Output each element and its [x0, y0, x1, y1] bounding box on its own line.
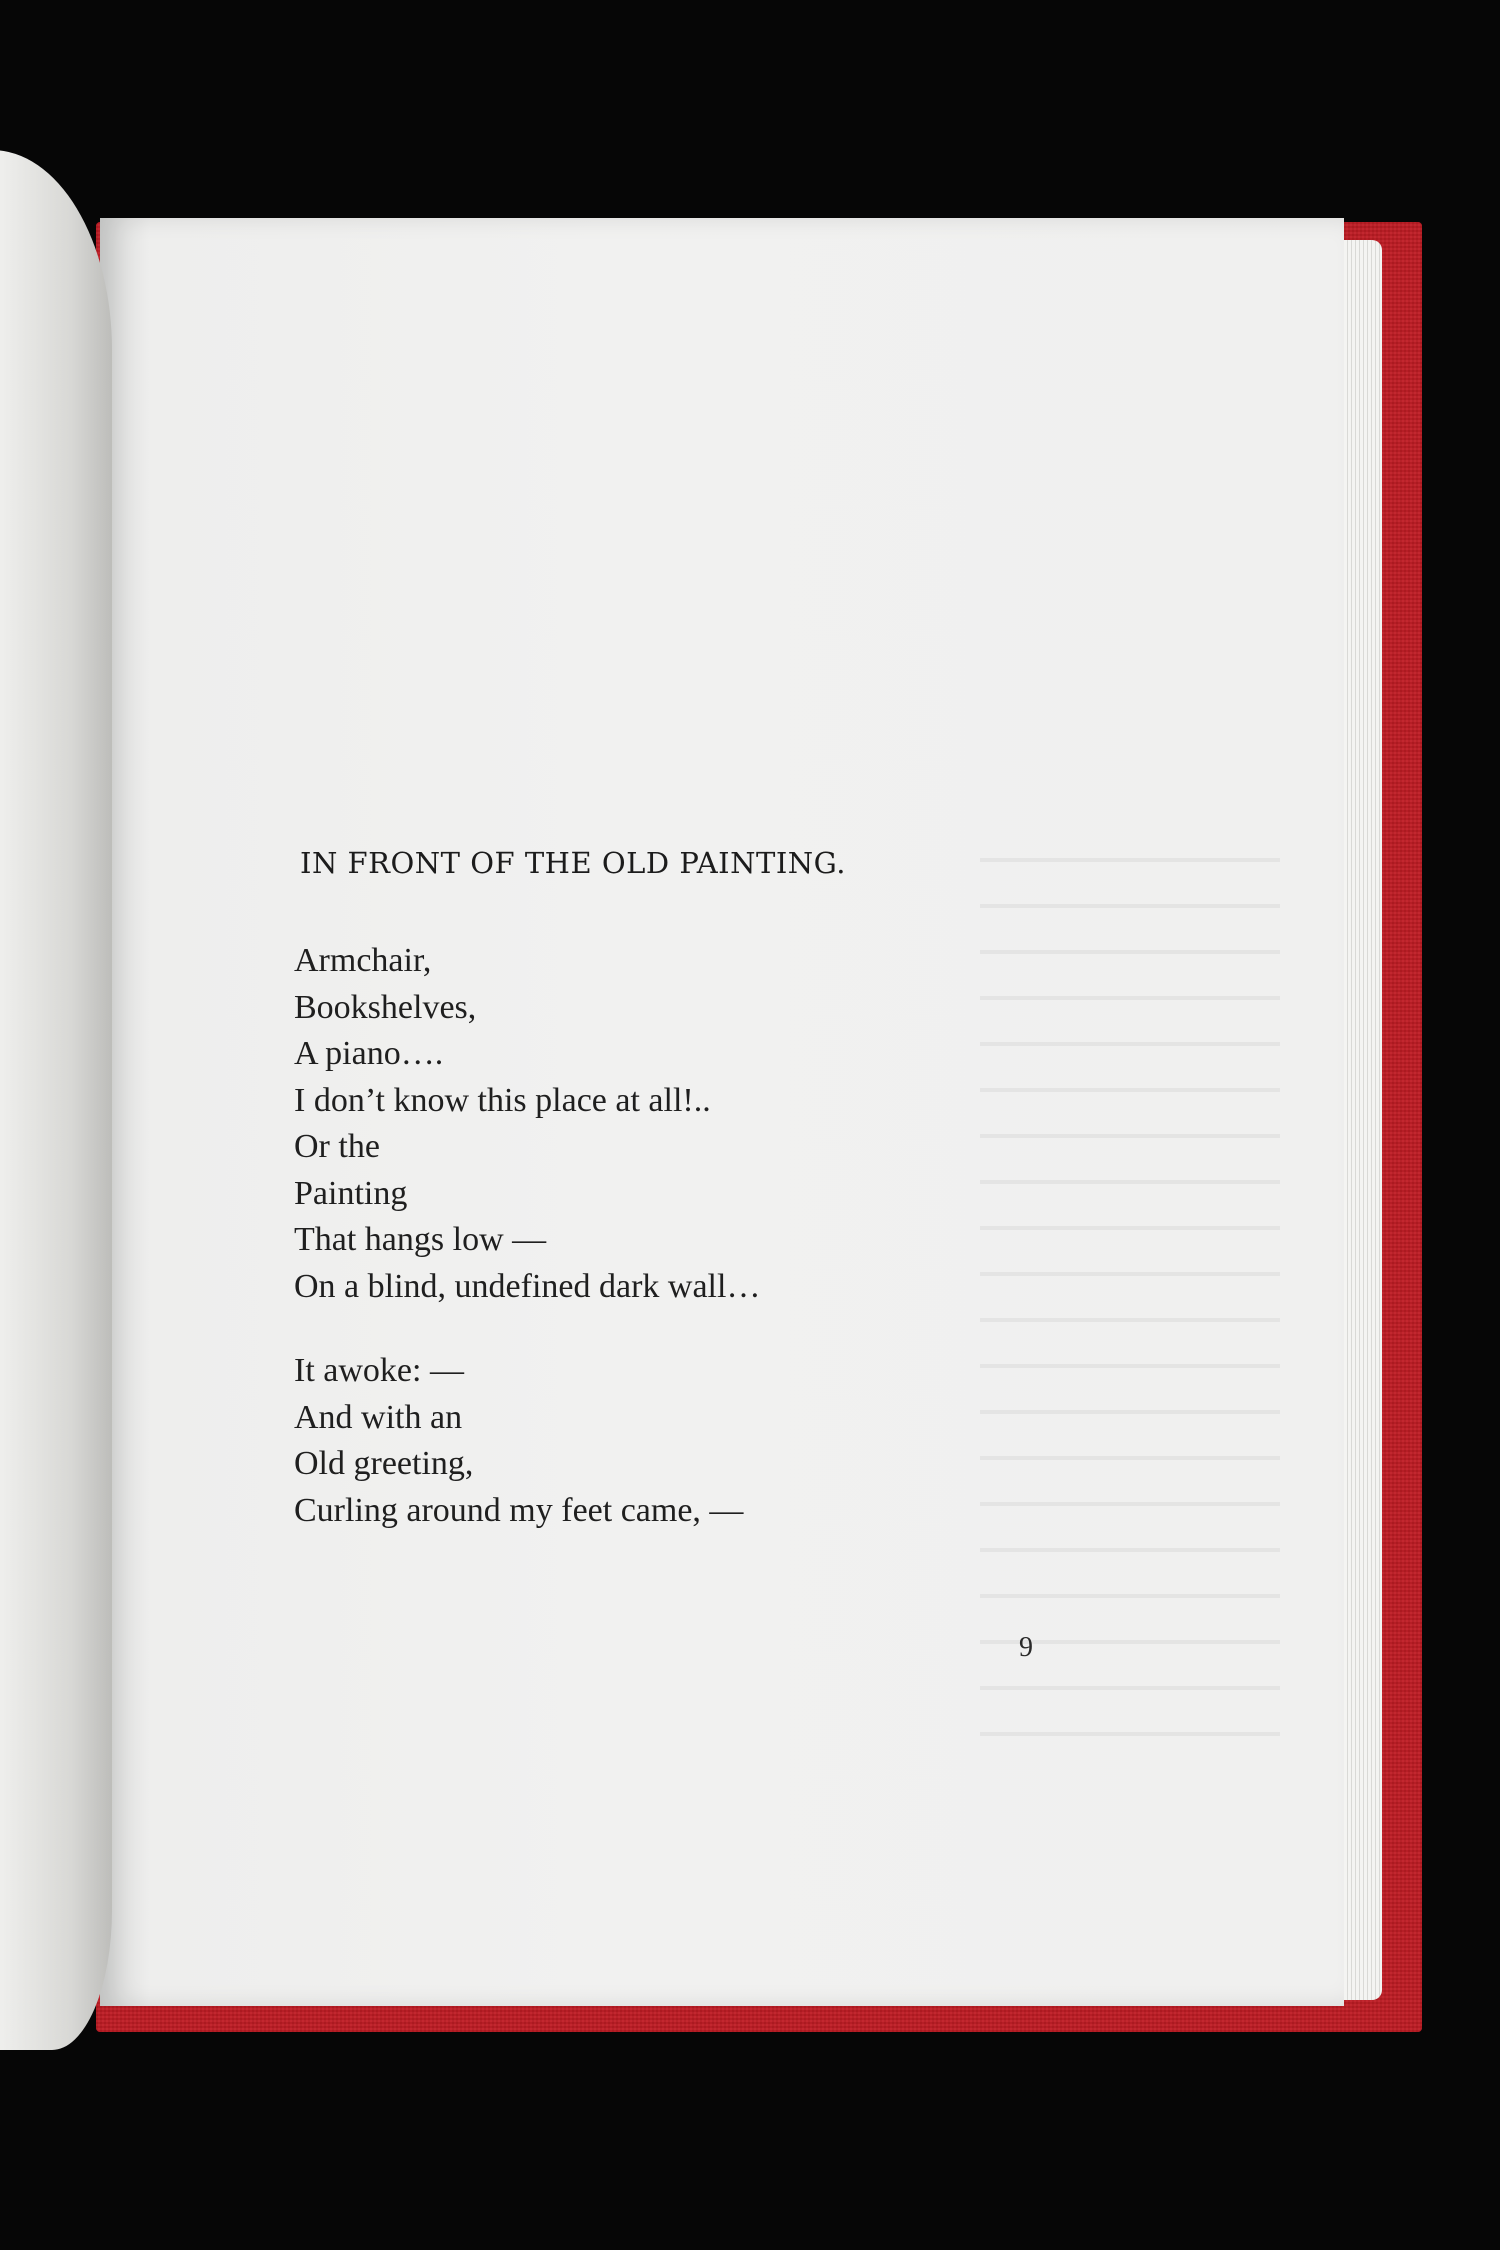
- poem-line: On a blind, undefined dark wall…: [294, 1267, 761, 1305]
- stanza-1: [294, 938, 760, 1310]
- poem-line: I don’t know this place at all!..: [294, 1081, 711, 1119]
- poem-line: Curling around my feet came, —: [294, 1491, 744, 1529]
- poem-line: Armchair,: [294, 942, 432, 979]
- poem-line: Bookshelves,: [294, 988, 477, 1026]
- left-page-curl: [0, 150, 112, 2050]
- page-number: 9: [1019, 1632, 1033, 1663]
- poem-title: IN FRONT OF THE OLD PAINTING.: [300, 846, 847, 880]
- stanza-2: [294, 1348, 743, 1534]
- poem-line: That hangs low —: [294, 1221, 547, 1258]
- poem-line: It awoke: —: [294, 1352, 464, 1389]
- poem-line: Painting: [294, 1174, 408, 1212]
- poem-line: A piano….: [294, 1035, 444, 1072]
- show-through-text: [980, 858, 1280, 1758]
- poem-line: Or the: [294, 1128, 380, 1165]
- poem-line: Old greeting,: [294, 1445, 474, 1482]
- poem-line: And with an: [294, 1398, 463, 1436]
